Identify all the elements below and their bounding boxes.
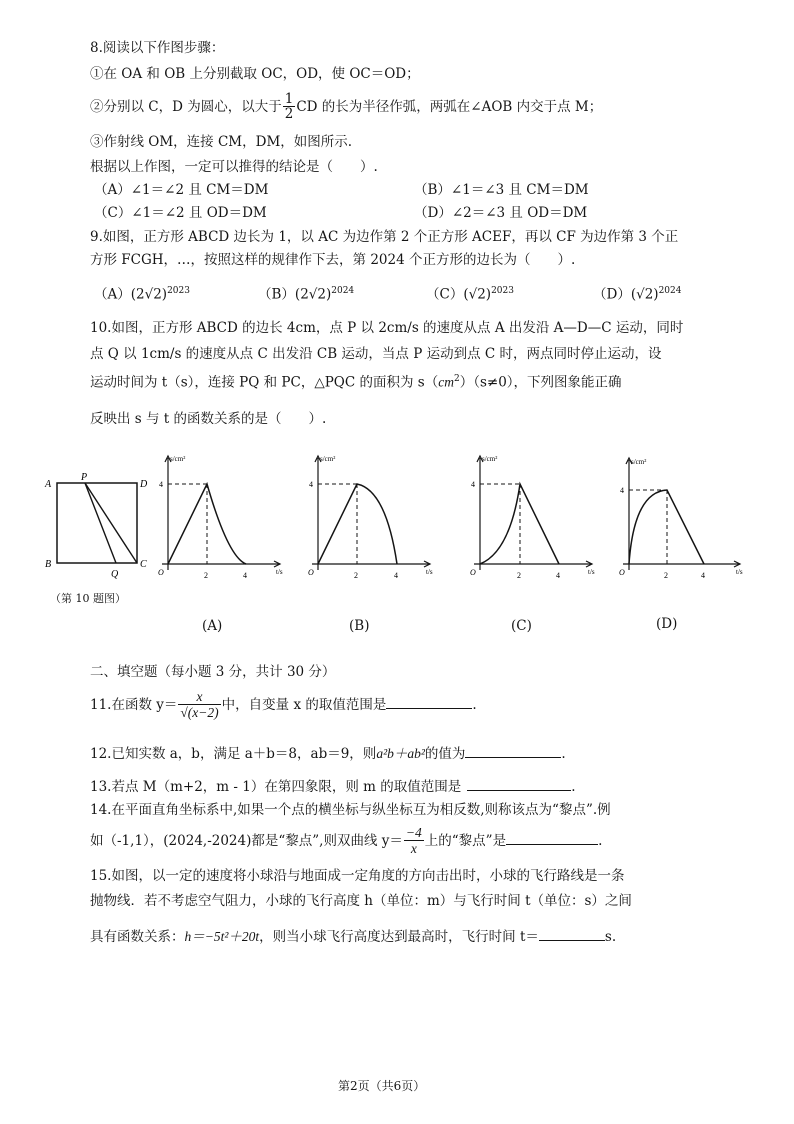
q15-line1: 15.如图，以一定的速度将小球沿与地面成一定角度的方向击出时，小球的飞行路线是一条	[90, 868, 625, 884]
q14-line2: 如（-1,1），(2024,-2024)都是“黎点”,则双曲线 y＝ $\frac{-4}{x}$ 上的“黎点”是 .	[90, 825, 603, 857]
q8-option-b: （B）∠1＝∠3 且 CM＝DM	[414, 182, 589, 198]
square-label-b: B	[45, 559, 52, 570]
q8-step1: ①在 OA 和 OB 上分别截取 OC，OD，使 OC＝OD；	[90, 66, 420, 82]
q15-answer-blank	[539, 940, 605, 941]
square-label-c: C	[140, 559, 147, 570]
graph-b-xlabel: t/s	[426, 568, 433, 576]
q8-option-d: （D）∠2＝∠3 且 OD＝DM	[414, 205, 588, 221]
q9-line1: 9.如图，正方形 ABCD 边长为 1，以 AC 为边作第 2 个正方形 ACEF，再以 CF 为边作第 3 个正	[90, 229, 679, 245]
q14-line1: 14.在平面直角坐标系中,如果一个点的横坐标与纵坐标互为相反数,则称该点为“黎点”.例	[90, 802, 611, 818]
graph-b-xtick-4: 4	[394, 571, 398, 580]
section2-title: 二、填空题（每小题 3 分，共计 30 分）	[90, 664, 336, 680]
graph-b-ylabel: s/cm²	[320, 455, 336, 463]
graph-a-ylabel: s/cm²	[170, 455, 186, 463]
graph-label-d: (D)	[656, 616, 678, 632]
q10-graph-c	[462, 452, 604, 582]
graph-a-xtick-4: 4	[243, 571, 247, 580]
q9-option-b: $(B)(2√2)^{2024}$	[258, 286, 355, 303]
graph-a-xlabel: t/s	[276, 568, 283, 576]
graph-c-xtick-4: 4	[556, 571, 560, 580]
q13-answer-blank	[467, 790, 571, 791]
graph-d-xtick-4: 4	[701, 571, 705, 580]
q10-line4: 反映出 s 与 t 的函数关系的是（ ）.	[90, 411, 327, 427]
graph-a-ytick: 4	[159, 480, 163, 489]
graph-label-b: (B)	[349, 618, 370, 634]
q9-option-c: $(C)(√2)^{2023}$	[426, 286, 514, 303]
square-label-q: Q	[111, 569, 119, 580]
q8-step3: ③作射线 OM，连接 CM，DM，如图所示.	[90, 134, 353, 150]
graph-d-ytick: 4	[620, 486, 624, 495]
q13: 13.若点 M（m+2，m - 1）在第四象限，则 m 的取值范围是 .	[90, 779, 576, 795]
q12: 12.已知实数 a，b，满足 a＋b＝8，ab＝9，则a²b＋ab²的值为 .	[90, 746, 566, 762]
graph-a-xtick-2: 2	[204, 571, 208, 580]
q9-line2: 方形 FCGH，…，按照这样的规律作下去，第 2024 个正方形的边长为（ ）.	[90, 252, 576, 268]
q10-line1: 10.如图，正方形 ABCD 的边长 4cm，点 P 以 2cm/s 的速度从点 A 出发沿 A—D—C 运动，同时	[90, 320, 684, 336]
graph-c-xlabel: t/s	[588, 568, 595, 576]
graph-c-origin: O	[470, 568, 476, 577]
graph-label-c: (C)	[511, 618, 532, 634]
q14-answer-blank	[506, 844, 598, 845]
graph-b-ytick: 4	[309, 480, 313, 489]
q10-figure-caption: （第 10 题图）	[50, 592, 126, 605]
q11-answer-blank	[386, 708, 472, 709]
q12-answer-blank	[465, 757, 561, 758]
q10-graph-a	[150, 452, 292, 582]
square-label-p: P	[81, 472, 88, 483]
graph-c-ytick: 4	[471, 480, 475, 489]
q9-option-d: $(D)(√2)^{2024}$	[593, 286, 682, 303]
q14-fraction: $\frac{-4}{x}$	[405, 825, 422, 857]
fraction-half: $\frac{1}{2}$	[284, 91, 294, 123]
q10-graph-d	[612, 454, 754, 582]
graph-b-origin: O	[308, 568, 314, 577]
q10-graph-b	[300, 452, 442, 582]
graph-b-xtick-2: 2	[354, 571, 358, 580]
graph-a-origin: O	[158, 568, 164, 577]
q11-fraction: $\frac{x}{√(x-2)}$	[180, 689, 219, 721]
q8-stem: 根据以上作图，一定可以推得的结论是（ ）.	[90, 159, 378, 175]
q10-line2: 点 Q 以 1cm/s 的速度从点 C 出发沿 CB 运动，当点 P 运动到点 C 时，两点同时停止运动，设	[90, 346, 662, 362]
graph-c-xtick-2: 2	[517, 571, 521, 580]
graph-d-origin: O	[619, 568, 625, 577]
q15-line2: 抛物线．若不考虑空气阻力，小球的飞行高度 h（单位：m）与飞行时间 t（单位：s）之间	[90, 893, 632, 909]
q10-line3: 运动时间为 t（s），连接 PQ 和 PC，△PQC 的面积为 $s(cm^2)(s\ne 0)$，下列图象能正确	[90, 374, 622, 391]
square-label-d: D	[140, 479, 148, 490]
square-label-a: A	[45, 479, 52, 490]
q8-step2: ②分别以 C，D 为圆心，以大于 $\frac{1}{2}$ CD 的长为半径作弧，两弧在∠AOB 内交于点 M；	[90, 91, 603, 123]
q11: 11.在函数 y＝ $\frac{x}{√(x-2)}$ 中，自变量 x 的取值范围是 .	[90, 689, 477, 721]
q8-option-c: （C）∠1＝∠2 且 OD＝DM	[94, 205, 267, 221]
graph-d-xlabel: t/s	[736, 568, 743, 576]
graph-label-a: (A)	[202, 618, 223, 634]
graph-c-ylabel: s/cm²	[482, 455, 498, 463]
q8-title: 8.阅读以下作图步骤：	[90, 40, 225, 56]
page-footer: 第2页（共6页）	[338, 1079, 426, 1093]
graph-d-ylabel: s/cm²	[631, 458, 647, 466]
q8-option-a: （A）∠1＝∠2 且 CM＝DM	[94, 182, 269, 198]
graph-d-xtick-2: 2	[664, 571, 668, 580]
q15-line3: 具有函数关系：h＝−5t²＋20t，则当小球飞行高度达到最高时，飞行时间 t＝ s.	[90, 929, 617, 945]
q10-square-figure	[40, 470, 150, 585]
q9-option-a: $(A)(2√2)^{2023}$	[94, 286, 190, 303]
